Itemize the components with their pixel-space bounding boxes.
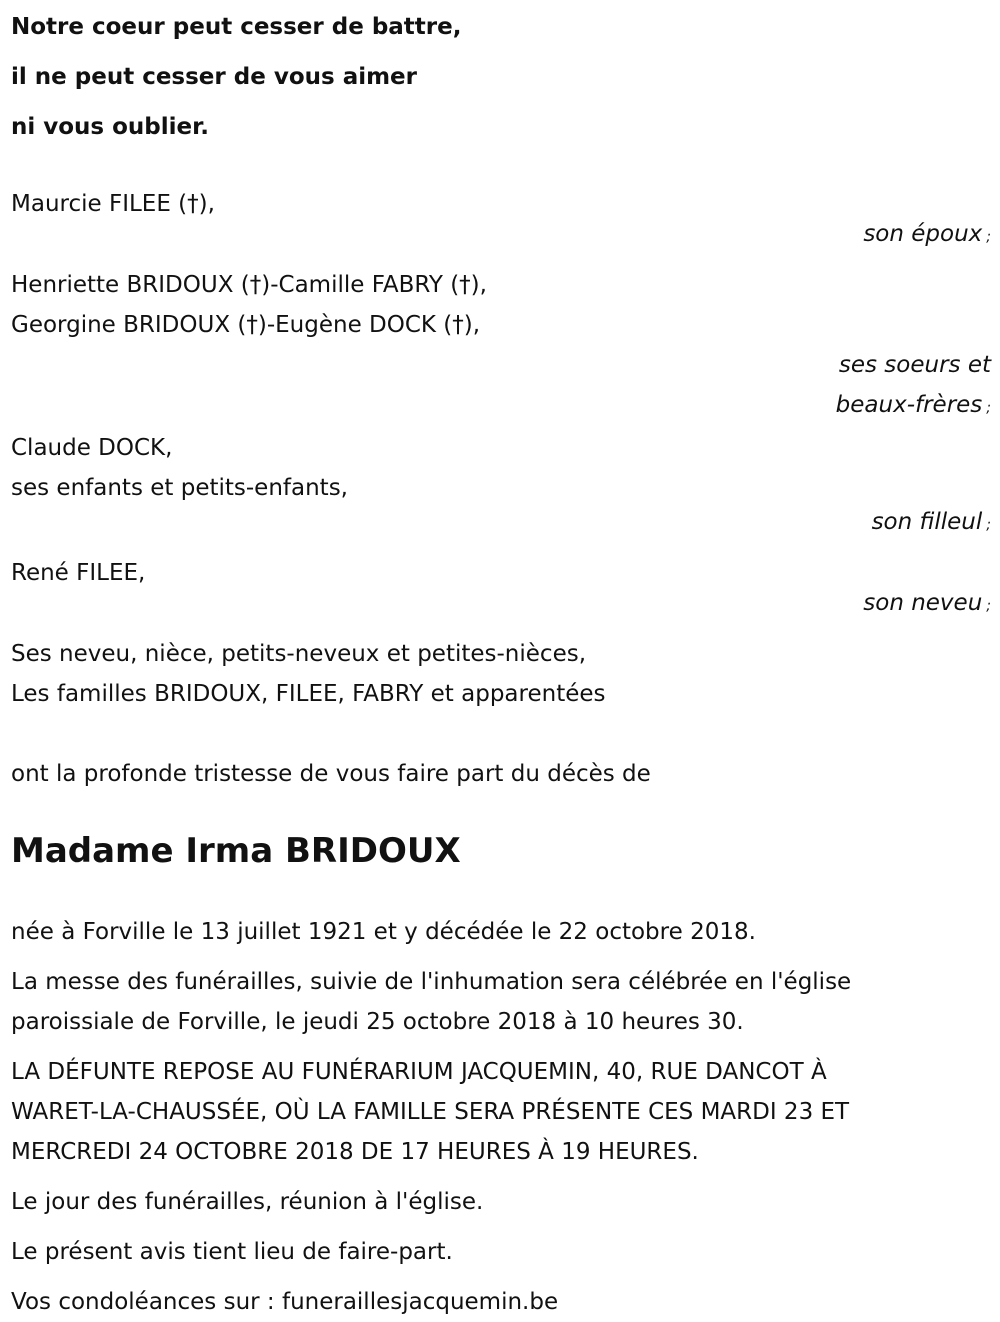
spouse-name: Maurcie FILEE (†),	[11, 191, 215, 217]
sister-1: Henriette BRIDOUX (†)-Camille FABRY (†),	[11, 272, 487, 298]
others-line-1: Ses neveu, nièce, petits-neveux et petites-nièces,	[11, 641, 587, 667]
birth-death-line: née à Forville le 13 juillet 1921 et y décédée le 22 octobre 2018.	[11, 919, 756, 945]
others-line-2: Les familles BRIDOUX, FILEE, FABRY et apparentées	[11, 681, 606, 707]
spouse-relation	[11, 222, 991, 249]
nephew-relation-text: son neveu	[863, 590, 983, 616]
poem	[11, 0, 991, 152]
family-list	[11, 184, 991, 714]
rest-line-1: LA DÉFUNTE REPOSE AU FUNÉRARIUM JACQUEMIN, 40, RUE DANCOT À	[11, 1059, 827, 1085]
mass-line-1: La messe des funérailles, suivie de l'inhumation sera célébrée en l'église	[11, 969, 852, 995]
rest-line-2: WARET-LA-CHAUSSÉE, OÙ LA FAMILLE SERA PRÉSENTE CES MARDI 23 ET	[11, 1099, 850, 1125]
notice-line: Le présent avis tient lieu de faire-part.	[11, 1239, 453, 1265]
sister-2: Georgine BRIDOUX (†)-Eugène DOCK (†),	[11, 312, 481, 338]
obituary-notice	[11, 0, 991, 1322]
rest-line-3: MERCREDI 24 OCTOBRE 2018 DE 17 HEURES À 19 HEURES.	[11, 1139, 699, 1165]
godson-relation	[11, 510, 991, 537]
poem-line-2: il ne peut cesser de vous aimer	[11, 64, 418, 90]
semicolon: ;	[986, 517, 991, 533]
nephew-relation	[11, 591, 991, 618]
condolences-line: Vos condoléances sur : funeraillesjacquemin.be	[11, 1289, 559, 1315]
godson-relation-text: son filleul	[871, 509, 983, 535]
semicolon: ;	[986, 598, 991, 614]
semicolon: ;	[986, 400, 991, 416]
godson-family: ses enfants et petits-enfants,	[11, 475, 348, 501]
sisters-relation-1: ses soeurs et	[838, 352, 991, 378]
meeting-line: Le jour des funérailles, réunion à l'église.	[11, 1189, 484, 1215]
deceased-name: Madame Irma BRIDOUX	[11, 831, 461, 871]
sisters-relation-2	[11, 385, 991, 428]
poem-line-1: Notre coeur peut cesser de battre,	[11, 14, 462, 40]
sisters-relation-2-text: beaux-frères	[835, 392, 983, 418]
spouse-relation-text: son époux	[863, 221, 983, 247]
godson-name: Claude DOCK,	[11, 435, 173, 461]
announcement: ont la profonde tristesse de vous faire part du décès de	[11, 761, 651, 787]
mass-line-2: paroissiale de Forville, le jeudi 25 octobre 2018 à 10 heures 30.	[11, 1009, 744, 1035]
details	[11, 912, 991, 1322]
nephew-name: René FILEE,	[11, 560, 146, 586]
semicolon: ;	[986, 229, 991, 245]
poem-line-3: ni vous oublier.	[11, 114, 209, 140]
